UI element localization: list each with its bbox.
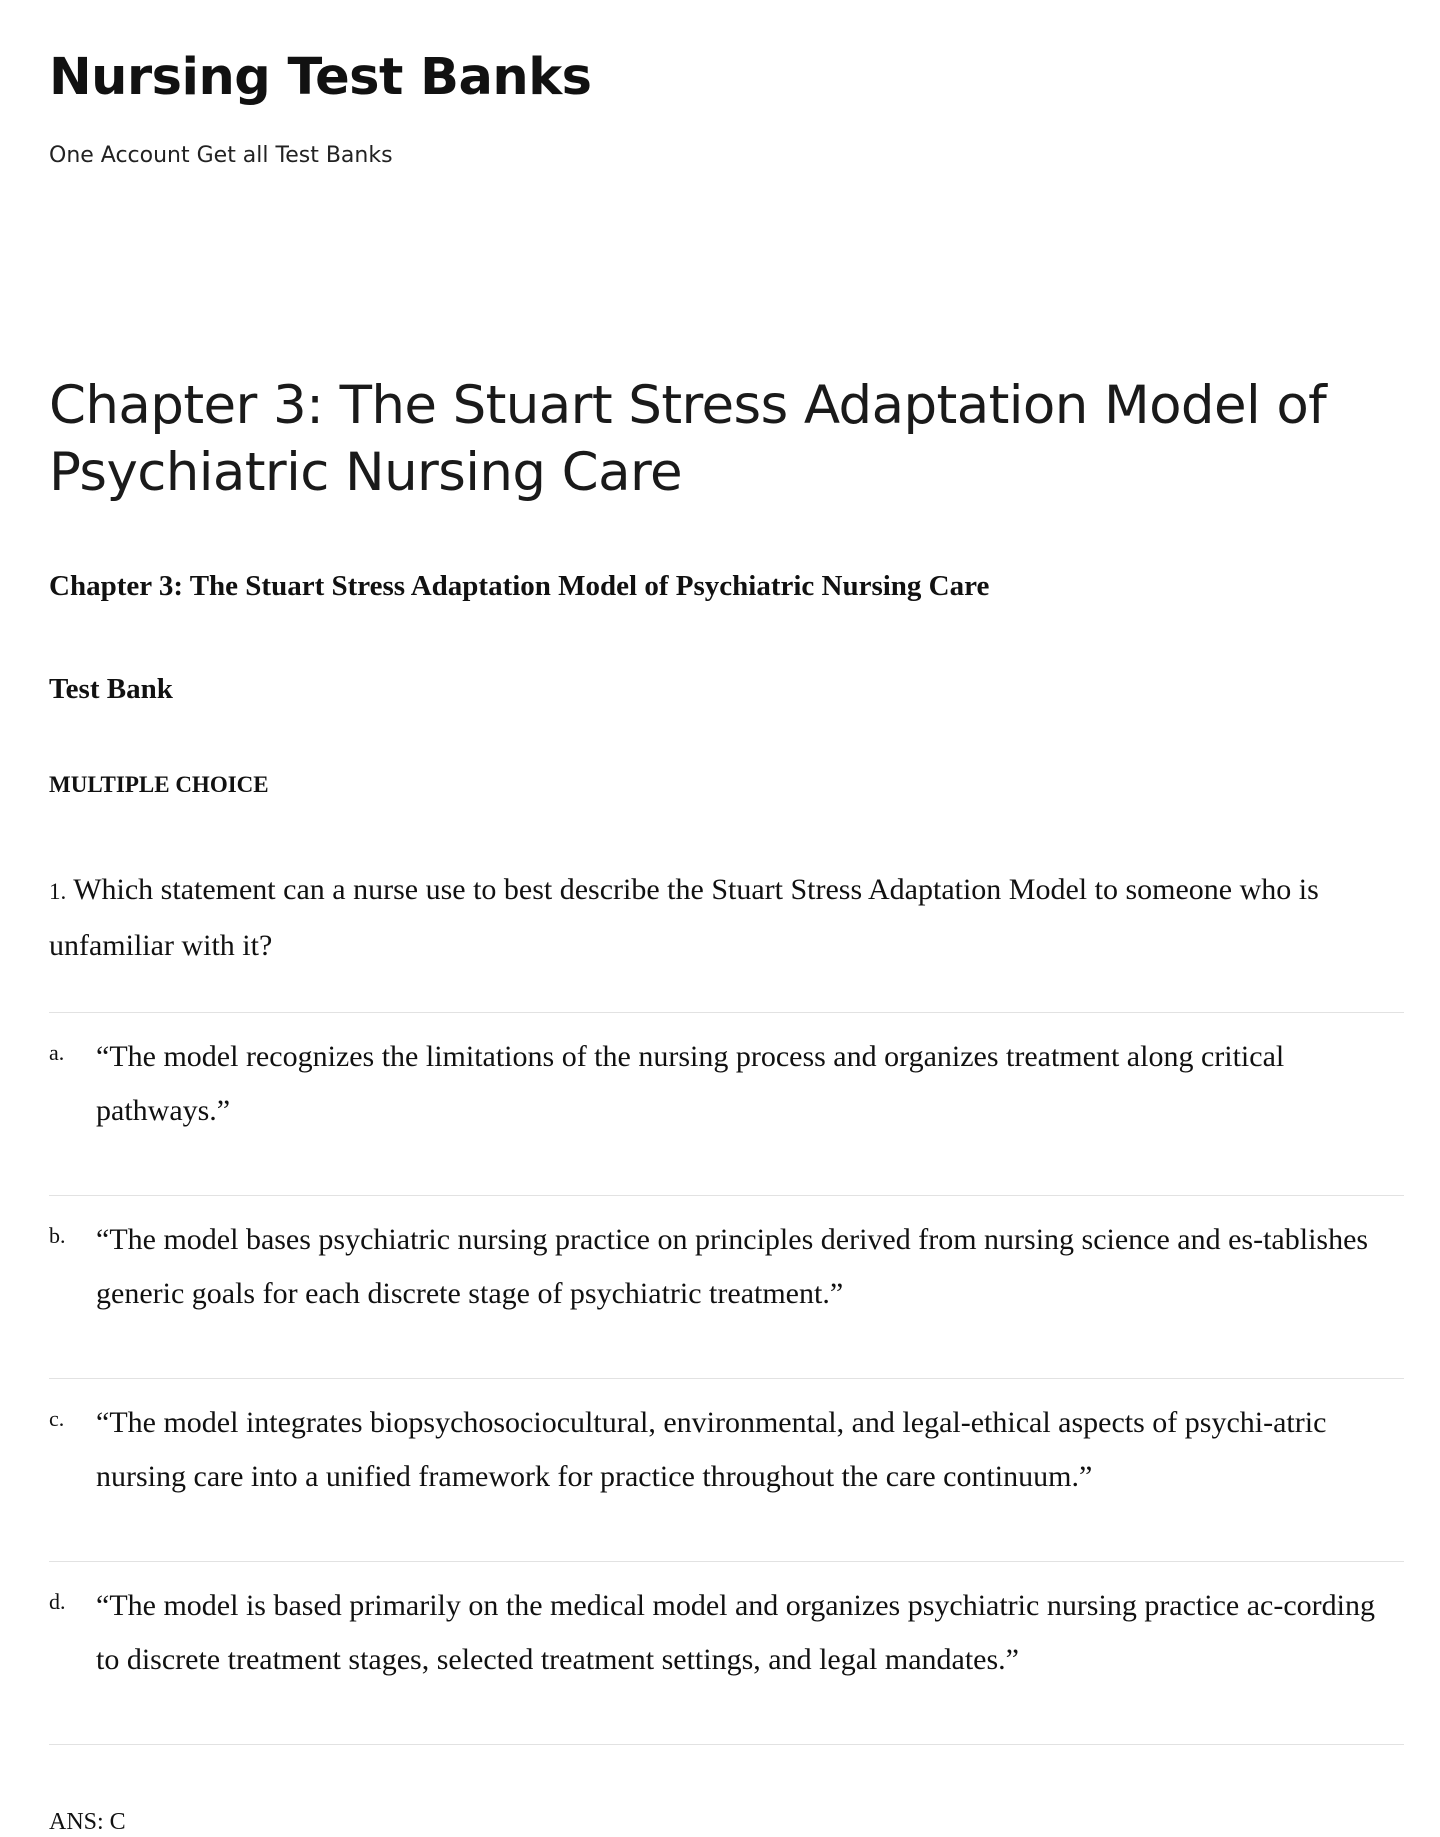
question-text: Which statement can a nurse use to best describe the Stuart Stress Adaptation Model to someone who is unfamiliar with it? [49, 873, 1319, 962]
option-letter: b. [49, 1223, 66, 1248]
site-title[interactable]: Nursing Test Banks [49, 48, 592, 107]
option-text: “The model is based primarily on the medical model and organizes psychiatric nursing practice ac-cording to discrete treatment stages, selected treatment settings, and legal mandates.” [96, 1589, 1375, 1676]
chapter-subheading: Chapter 3: The Stuart Stress Adaptation Model of Psychiatric Nursing Care [49, 570, 990, 602]
divider [49, 1195, 1404, 1196]
post-title: Chapter 3: The Stuart Stress Adaptation Model of Psychiatric Nursing Care [49, 375, 1327, 503]
option-letter: a. [49, 1040, 65, 1065]
question-number: 1. [49, 879, 67, 904]
question-stem [49, 863, 1404, 973]
site-tagline: One Account Get all Test Banks [49, 143, 393, 168]
divider [49, 1378, 1404, 1379]
option-text: “The model bases psychiatric nursing practice on principles derived from nursing science and es-tablishes generic goals for each discrete stage of psychiatric treatment.” [96, 1223, 1369, 1310]
divider [49, 1012, 1404, 1013]
divider [49, 1561, 1404, 1562]
option-text: “The model recognizes the limitations of the nursing process and organizes treatment along critical pathways.” [96, 1040, 1285, 1127]
option-text: “The model integrates biopsychosociocultural, environmental, and legal-ethical aspects of psychi-atric nursing care into a unified framework for practice throughout the care continuum.” [96, 1406, 1327, 1493]
question-type-label: MULTIPLE CHOICE [49, 772, 269, 797]
answer-key: ANS: C [49, 1809, 126, 1835]
option-letter: c. [49, 1406, 65, 1431]
option-letter: d. [49, 1589, 66, 1614]
divider [49, 1744, 1404, 1745]
section-label: Test Bank [49, 673, 173, 705]
